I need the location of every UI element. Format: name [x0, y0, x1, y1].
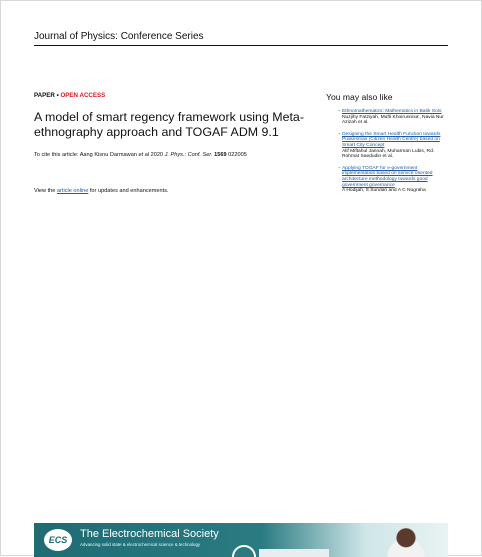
article-title: A model of smart regency framework using Meta-ethnography approach and TOGAF ADM 9.1: [34, 110, 304, 139]
citation-line: [34, 152, 324, 158]
paper-label: PAPER: [34, 92, 55, 99]
banner-photo: [362, 525, 442, 557]
play-circle-icon: [232, 545, 256, 557]
related-article-authors: Alif Miftahul Jannah, Muharman Lubis, Rd. Rohmat Saedudin et al.: [342, 148, 435, 160]
related-article-authors: A Hodijah, S Sundari and A C Nugraha: [342, 188, 426, 194]
dash-bullet: -: [338, 164, 340, 171]
ecs-advert-banner[interactable]: [34, 523, 448, 557]
paper-type-label: [34, 92, 105, 99]
related-article: [326, 109, 451, 126]
view-before: View the: [34, 188, 57, 194]
ecs-name: The Electrochemical Society: [80, 528, 219, 540]
cite-etal: et al: [138, 152, 150, 158]
related-article-link[interactable]: Designing the Smart Health Function towards Puskesmas (Citizen Health Centre) based on Smart City Concept: [342, 131, 441, 148]
related-article-link[interactable]: Ethnomathematics: Mathematics in Batik Solo: [342, 109, 442, 114]
ecs-tagline: Advancing solid state & electrochemical science & technology: [80, 542, 201, 547]
journal-header: Journal of Physics: Conference Series: [34, 31, 448, 46]
cite-article: 022005: [226, 152, 247, 158]
related-article-authors: Nuzjihy Fatziyah, Mufti Khoirunnisa', Navia Nur Azizah et al.: [342, 114, 444, 126]
article-online-link[interactable]: article online: [56, 188, 89, 194]
open-access-badge: OPEN ACCESS: [60, 92, 106, 99]
ecs-logo-icon: ECS: [44, 529, 72, 551]
cite-year: 2020: [149, 152, 165, 158]
dash-bullet: -: [338, 130, 340, 137]
view-after: for updates and enhancements.: [88, 188, 169, 194]
related-article: [326, 132, 451, 160]
label-separator: •: [54, 92, 61, 99]
cite-journal: J. Phys.: Conf. Ser.: [164, 152, 213, 158]
you-may-also-like: [326, 92, 451, 200]
view-online-line: [34, 188, 324, 194]
related-article: [326, 166, 451, 194]
cite-volume: 1569: [214, 152, 227, 158]
dash-bullet: -: [338, 108, 340, 114]
also-like-title: You may also like: [326, 92, 393, 102]
related-article-link[interactable]: Applying TOGAF for e-government implementation based on service oriented architecture methodology towards good government governance: [342, 165, 433, 188]
cite-prefix: To cite this article: Aang Kisnu Darmawan: [34, 152, 139, 158]
